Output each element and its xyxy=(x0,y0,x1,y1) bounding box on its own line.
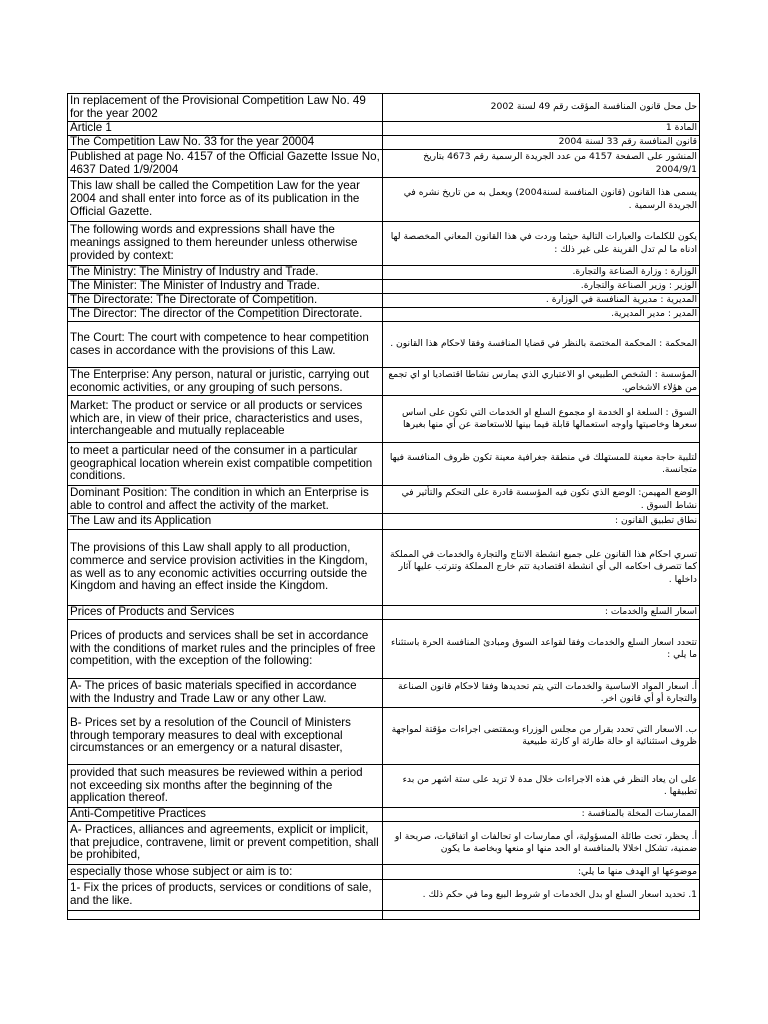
table-row xyxy=(68,396,700,443)
table-row xyxy=(68,822,700,865)
table-row xyxy=(68,308,700,322)
arabic-cell: ب. الاسعار التي تحدد بقرار من مجلس الوزراء وبمقتضى اجراءات مؤقتة لمواجهة ظروف استثنائية او حالة طارئة او كارثة طبيعية xyxy=(383,708,700,765)
english-cell: A- Practices, alliances and agreements, explicit or implicit, that prejudice, contravene, limit or prevent competition, shall be prohibited, xyxy=(68,822,383,865)
english-cell: In replacement of the Provisional Competition Law No. 49 for the year 2002 xyxy=(68,94,383,122)
english-cell: 1- Fix the prices of products, services or conditions of sale, and the like. xyxy=(68,880,383,911)
arabic-cell: المدير : مدير المديرية. xyxy=(383,308,700,322)
english-cell: This law shall be called the Competition Law for the year 2004 and shall enter into force as of its publication in the Official Gazette. xyxy=(68,178,383,222)
table-row xyxy=(68,679,700,708)
english-cell: The provisions of this Law shall apply to all production, commerce and service provision activities in the Kingdom, as well as to any economic activities occurring outside the Kingdom and having an effect inside the Kingdom. xyxy=(68,530,383,606)
arabic-cell: المحكمة : المحكمة المختصة بالنظر في قضايا المنافسة وفقا لاحكام هذا القانون . xyxy=(383,322,700,368)
arabic-cell: حل محل قانون المنافسة المؤقت رقم 49 لسنة 2002 xyxy=(383,94,700,122)
table-row xyxy=(68,708,700,765)
english-cell: The Law and its Application xyxy=(68,514,383,530)
english-cell xyxy=(68,911,383,920)
arabic-cell: المادة 1 xyxy=(383,122,700,136)
table-row xyxy=(68,150,700,178)
english-cell: The Enterprise: Any person, natural or juristic, carrying out economic activities, or any grouping of such persons. xyxy=(68,368,383,396)
arabic-cell: يكون للكلمات والعبارات التالية حيثما وردت في هذا القانون المعاني المخصصة لها ادناه ما لم تدل القرينة على غير ذلك : xyxy=(383,222,700,266)
table-row xyxy=(68,266,700,280)
table-row xyxy=(68,443,700,486)
arabic-cell: الوضع المهيمن: الوضع الذي تكون فيه المؤسسة قادرة على التحكم والتأثير في نشاط السوق . xyxy=(383,486,700,514)
english-cell: The Director: The director of the Competition Directorate. xyxy=(68,308,383,322)
arabic-cell: نطاق تطبيق القانون : xyxy=(383,514,700,530)
english-cell: The Minister: The Minister of Industry and Trade. xyxy=(68,280,383,294)
table-row xyxy=(68,322,700,368)
english-cell: The Competition Law No. 33 for the year 20004 xyxy=(68,136,383,150)
english-cell: Published at page No. 4157 of the Official Gazette Issue No, 4637 Dated 1/9/2004 xyxy=(68,150,383,178)
table-row xyxy=(68,122,700,136)
english-cell: The Court: The court with competence to hear competition cases in accordance with the provisions of this Law. xyxy=(68,322,383,368)
arabic-cell: أ. يحظر، تحت طائلة المسؤولية، أي ممارسات او تحالفات او اتفاقيات، صريحة او ضمنية، تشكل اخلالا بالمنافسة او الحد منها او منعها وبخاصة ما يكون xyxy=(383,822,700,865)
table-row xyxy=(68,880,700,911)
table-row xyxy=(68,94,700,122)
table-row xyxy=(68,911,700,920)
english-cell: especially those whose subject or aim is to: xyxy=(68,865,383,880)
arabic-cell: المنشور على الصفحة 4157 من عدد الجريدة الرسمية رقم 4673 بتاريخ 2004/9/1 xyxy=(383,150,700,178)
english-cell: Article 1 xyxy=(68,122,383,136)
english-cell: Market: The product or service or all products or services which are, in view of their price, characteristics and uses, interchangeable and mutually replaceable xyxy=(68,396,383,443)
table-row xyxy=(68,606,700,620)
table-row xyxy=(68,620,700,679)
table-row xyxy=(68,486,700,514)
table-row xyxy=(68,514,700,530)
arabic-cell: أ. اسعار المواد الاساسية والخدمات التي يتم تحديدها وفقا لاحكام قانون الصناعة والتجارة أو أي قانون اخر. xyxy=(383,679,700,708)
arabic-cell: المؤسسة : الشخص الطبيعي او الاعتباري الذي يمارس نشاطا اقتصاديا او اي تجمع من هؤلاء الاشخاص. xyxy=(383,368,700,396)
arabic-cell: اسعار السلع والخدمات : xyxy=(383,606,700,620)
arabic-cell: الوزارة : وزارة الصناعة والتجارة. xyxy=(383,266,700,280)
english-cell: to meet a particular need of the consumer in a particular geographical location wherein exist compatible competition conditions. xyxy=(68,443,383,486)
table-row xyxy=(68,280,700,294)
english-cell: Prices of products and services shall be set in accordance with the conditions of market rules and the principles of free competition, with the exception of the following: xyxy=(68,620,383,679)
english-cell: A- The prices of basic materials specified in accordance with the Industry and Trade Law or any other Law. xyxy=(68,679,383,708)
bilingual-law-table xyxy=(67,93,700,920)
english-cell: The Ministry: The Ministry of Industry and Trade. xyxy=(68,266,383,280)
english-cell: The Directorate: The Directorate of Competition. xyxy=(68,294,383,308)
table-row xyxy=(68,765,700,808)
arabic-cell: موضوعها او الهدف منها ما يلي: xyxy=(383,865,700,880)
table-row xyxy=(68,368,700,396)
arabic-cell: 1. تحديد اسعار السلع او بدل الخدمات او شروط البيع وما في حكم ذلك . xyxy=(383,880,700,911)
arabic-cell: تتحدد اسعار السلع والخدمات وفقا لقواعد السوق ومبادئ المنافسة الحرة باستثناء ما يلي : xyxy=(383,620,700,679)
table-row xyxy=(68,808,700,822)
table-row xyxy=(68,178,700,222)
arabic-cell: قانون المنافسة رقم 33 لسنة 2004 xyxy=(383,136,700,150)
arabic-cell: المديرية : مديرية المنافسة في الوزارة . xyxy=(383,294,700,308)
table-row xyxy=(68,530,700,606)
english-cell: Dominant Position: The condition in which an Enterprise is able to control and affect the activity of the market. xyxy=(68,486,383,514)
arabic-cell: تسري احكام هذا القانون على جميع انشطة الانتاج والتجارة والخدمات في المملكة كما تتصرف احكامه الى أي انشطة اقتصادية تتم خارج المملكة وتترتب عليها آثار داخلها . xyxy=(383,530,700,606)
table-row xyxy=(68,136,700,150)
arabic-cell: على ان يعاد النظر في هذه الاجراءات خلال مدة لا تزيد على ستة اشهر من بدء تطبيقها . xyxy=(383,765,700,808)
english-cell: provided that such measures be reviewed within a period not exceeding six months after the beginning of the application thereof. xyxy=(68,765,383,808)
arabic-cell xyxy=(383,911,700,920)
english-cell: Prices of Products and Services xyxy=(68,606,383,620)
table-row xyxy=(68,222,700,266)
table-row xyxy=(68,294,700,308)
table-row xyxy=(68,865,700,880)
arabic-cell: الوزير : وزير الصناعة والتجارة. xyxy=(383,280,700,294)
english-cell: The following words and expressions shall have the meanings assigned to them hereunder unless otherwise provided by context: xyxy=(68,222,383,266)
english-cell: B- Prices set by a resolution of the Council of Ministers through temporary measures to deal with exceptional circumstances or an emergency or a natural disaster, xyxy=(68,708,383,765)
arabic-cell: لتلبية حاجة معينة للمستهلك في منطقة جغرافية معينة تكون ظروف المنافسة فيها متجانسة. xyxy=(383,443,700,486)
arabic-cell: السوق : السلعة او الخدمة او مجموع السلع او الخدمات التي تكون على اساس سعرها وخاصيتها واوجه استعمالها قابلة فيما بينها للاستعاضة عن أي منها بغيرها xyxy=(383,396,700,443)
arabic-cell: يسمى هذا القانون (قانون المنافسة لسنة2004) ويعمل به من تاريخ نشره في الجريدة الرسمية . xyxy=(383,178,700,222)
english-cell: Anti-Competitive Practices xyxy=(68,808,383,822)
arabic-cell: الممارسات المخلة بالمنافسة : xyxy=(383,808,700,822)
